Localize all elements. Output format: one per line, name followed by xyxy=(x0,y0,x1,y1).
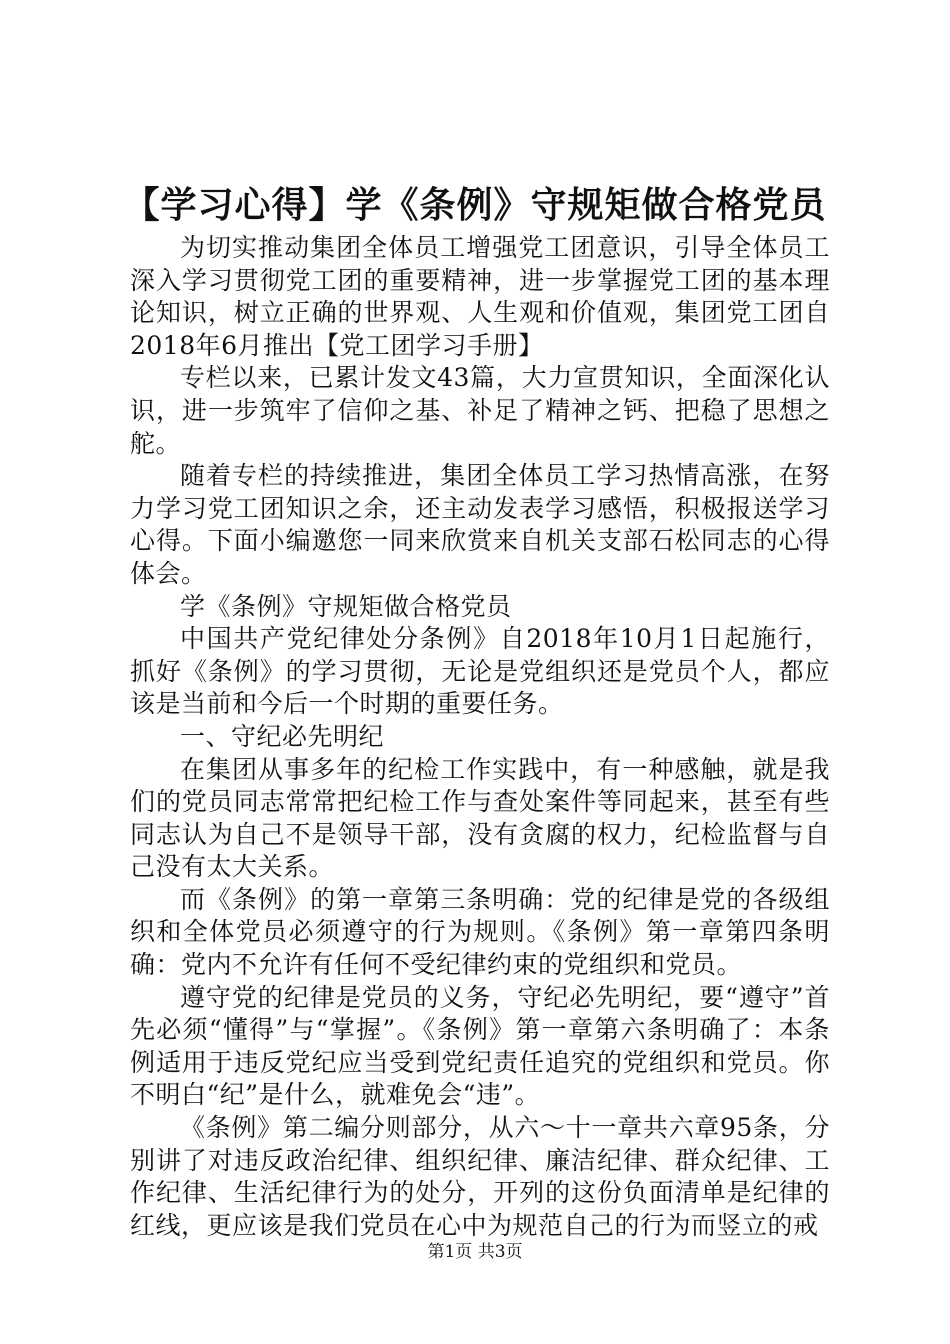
paragraph: 中国共产党纪律处分条例》自2018年10月1日起施行，抓好《条例》的学习贯彻，无论是党组织还是党员个人，都应该是当前和今后一个时期的重要任务。 xyxy=(130,624,830,719)
paragraph: 专栏以来，已累计发文43篇，大力宣贯知识，全面深化认识，进一步筑牢了信仰之基、补足了精神之钙、把稳了思想之舵。 xyxy=(130,363,830,458)
section-heading: 一、守纪必先明纪 xyxy=(180,721,385,751)
page-footer: 第1页 共3页 xyxy=(427,1242,523,1262)
paragraph: 在集团从事多年的纪检工作实践中，有一种感触，就是我们的党员同志常常把纪检工作与查处案件等同起来，甚至有些同志认为自己不是领导干部，没有贪腐的权力，纪检监督与自己没有太大关系。 xyxy=(130,754,830,882)
paragraph: 为切实推动集团全体员工增强党工团意识，引导全体员工深入学习贯彻党工团的重要精神，进一步掌握党工团的基本理论知识，树立正确的世界观、人生观和价值观，集团党工团自2018年6月推出【党工团学习手册】 xyxy=(130,233,830,360)
paragraph: 而《条例》的第一章第三条明确：党的纪律是党的各级组织和全体党员必须遵守的行为规则。《条例》第一章第四条明确：党内不允许有任何不受纪律约束的党组织和党员。 xyxy=(130,884,830,980)
document-body xyxy=(130,232,830,1242)
document-title: 【学习心得】学《条例》守规矩做合格党员 xyxy=(123,184,827,226)
paragraph: 遵守党的纪律是党员的义务，守纪必先明纪，要“遵守”首先必须“懂得”与“掌握”。《条例》第一章第六条明确了：本条例适用于违反党纪应当受到党纪责任追究的党组织和党员。你不明白“纪”是什么，就难免会“违”。 xyxy=(130,982,830,1110)
article-subtitle: 学《条例》守规矩做合格党员 xyxy=(180,591,512,621)
paragraph: 《条例》第二编分则部分，从六～十一章共六章95条，分别讲了对违反政治纪律、组织纪律、廉洁纪律、群众纪律、工作纪律、生活纪律行为的处分，开列的这份负面清单是纪律的红线，更应该是我们党员在心中为规范自己的行为而竖立的戒 xyxy=(130,1113,830,1240)
paragraph: 随着专栏的持续推进，集团全体员工学习热情高涨，在努力学习党工团知识之余，还主动发表学习感悟，积极报送学习心得。下面小编邀您一同来欣赏来自机关支部石松同志的心得体会。 xyxy=(130,461,830,588)
